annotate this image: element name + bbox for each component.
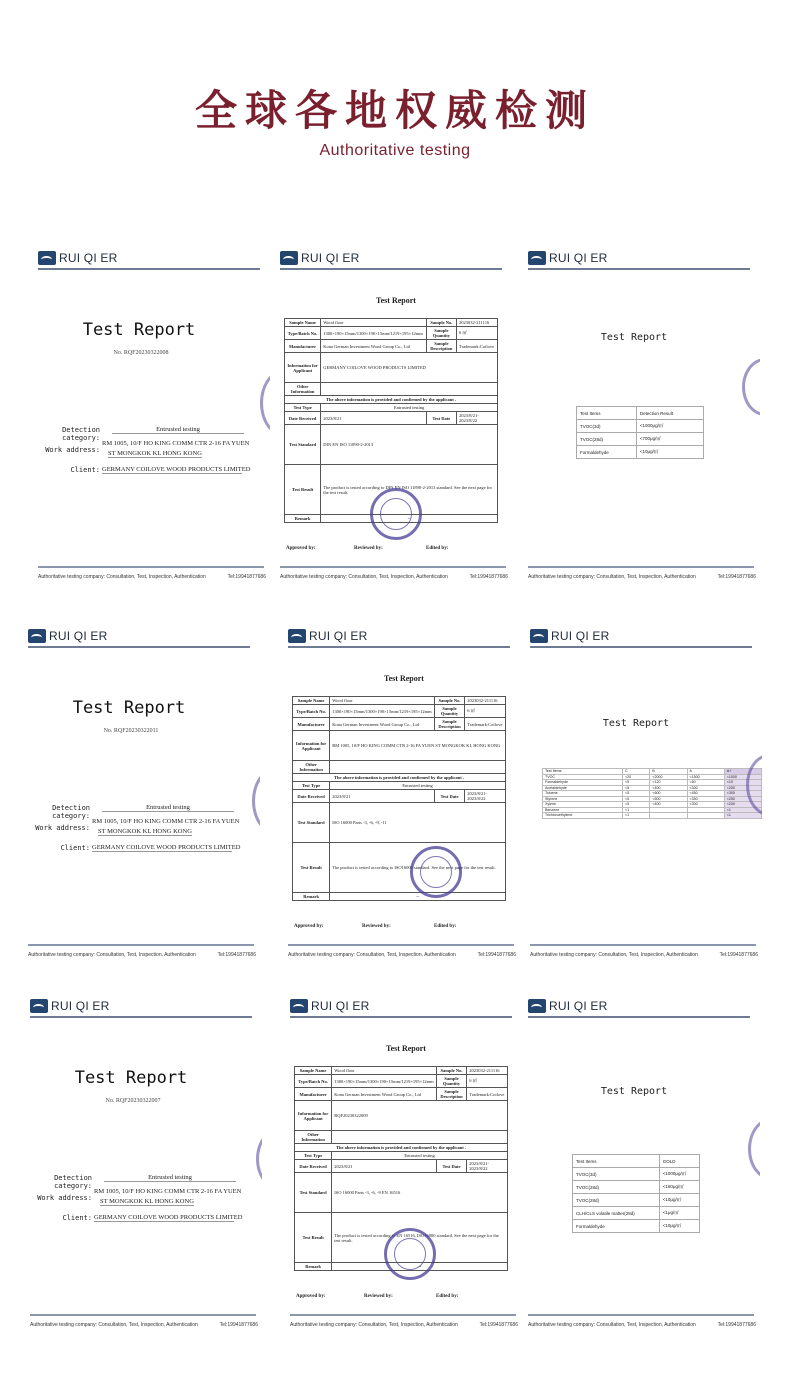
client-label: Client: [70,466,100,474]
address-label: Work address: [37,1194,92,1202]
brand-name: RUI QI ER [549,999,608,1013]
cell-value: Wood floor [332,1067,436,1075]
cell-value: 2023/8/21 [330,790,434,803]
report-title: Test Report [384,674,424,683]
client-value: GERMANY COILOVE WOOD PRODUCTS LIMITED [92,844,241,851]
results-title: Test Report [600,1086,668,1097]
table-cell: <500 [650,796,687,802]
report-detail-2 [288,618,520,970]
table-cell: <1 [622,807,649,813]
table-cell: <250 [724,796,761,802]
cell-value: Entrusted testing [330,782,506,790]
cell-label: Other Information [285,383,321,396]
cell-value: RM 1005, 10/F HO KING COMM CTR 2-16 FA YUEN ST MONGKOK KL HONG KONG [330,731,506,761]
table-cell: TVOC(28d) [573,1194,660,1207]
cell-label: Sample No. [434,697,465,705]
page-subtitle-en: Authoritative testing [319,142,471,159]
notice-text: The above information is provided and confirmed by the applicant . [295,1144,508,1152]
cell-label: Test Result [295,1213,332,1263]
cell-value: 6 ㎡ [456,327,497,340]
cell-label: Sample No. [426,319,456,327]
table-cell: <200 [724,785,761,791]
footer-tel: Tel:19941877686 [469,574,508,580]
cell-value: The product is tested according to DIN EN ISO 11890-2-2013 standard. See the next page for the test result. [321,465,498,515]
header-cell: A [687,769,724,775]
header-cell: B [650,769,687,775]
header-cell: C [622,769,649,775]
footer-text: Authoritative testing company: Consultation, Test, Inspection, Authentication [530,952,698,958]
table-cell: <400 [650,802,687,808]
cell-value: -- [330,893,506,901]
header-cell: Detection Result [636,407,703,420]
results-title: Test Report [600,332,668,343]
watermark-seal [256,1128,262,1190]
table-cell: <5 [622,785,649,791]
category-label: Detection category: [54,1174,92,1190]
category-label: Detection category: [62,426,100,442]
cell-label: Test Standard [295,1173,332,1213]
report-number: No. RQF20230322011 [103,728,159,734]
address-label: Work address: [35,824,90,832]
cell-label: Type/Batch No. [285,327,321,340]
stamp-seal-icon [384,1228,436,1280]
table-cell: <120 [650,780,687,786]
cell-value: ISO 16000 Parts -3, -6, -9, -11 [330,803,506,843]
reviewed-label: Reviewed by: [362,924,391,929]
cell-value: -- [332,1263,508,1271]
table-cell [650,813,687,819]
table-cell: Styrene [543,796,623,802]
table-cell: CLH/CLS volatile matter(28d) [573,1207,660,1220]
cell-value: Trademark:Coilove [456,340,497,353]
address-line-2: ST MONGKOK KL HONG KONG [98,828,192,835]
table-cell: TVOC(3d) [573,1168,660,1181]
cell-label: Test Date [434,790,465,803]
table-cell: <1000μg/㎡ [636,420,703,433]
stamp-seal-icon [370,488,422,540]
cell-value: RQF20230322009 [332,1101,508,1131]
table-cell: TVOC(3d) [577,420,637,433]
cell-value: Trademark:Coilove [465,718,506,731]
footer-tel: Tel:19941877686 [717,1322,756,1328]
client-value: GERMANY COILOVE WOOD PRODUCTS LIMITED [94,1214,243,1221]
report-cover-2 [28,618,260,970]
brand-name: RUI QI ER [549,251,608,265]
approved-label: Approved by: [294,924,324,929]
address-line-1: RM 1005, 10/F HO KING COMM CTR 2-16 FA YUEN [102,440,250,447]
page-title-cn: 全球各地权威检测 [194,86,595,135]
cell-value: GERMANY COILOVE WOOD PRODUCTS LIMITED [321,353,498,383]
client-label: Client: [62,1214,92,1222]
report-number: No. RQF20230322007 [105,1098,161,1104]
address-line-1: RM 1005, 10/F HO KING COMM CTR 2-16 FA YUEN [92,818,240,825]
cell-label: Test Type [285,404,321,412]
cell-value: ISO 16000 Parts -3, -6, -9 EN 16516 [332,1173,508,1213]
cell-value: 1300×190×15mm/1300×190×15mm/1219×195×12mm [330,705,434,718]
cell-value: 2023032-211116 [467,1067,508,1075]
brand-logo-icon [28,629,46,643]
cell-value: DIN EN ISO 11890-2-2013 [321,425,498,465]
table-cell: <10μg/㎡ [659,1220,699,1233]
cell-value: Trademark:Coilove [467,1088,508,1101]
table-cell: <1000 [724,774,761,780]
cell-value: Wood floor [330,697,434,705]
brand-logo-icon [530,629,548,643]
footer-tel: Tel:19941877686 [477,952,516,958]
cell-value: 1300×190×15mm/1300×190×15mm/1219×195×12mm [321,327,426,340]
cell-value: 2023032-211116 [465,697,506,705]
cell-label: Information for Applicant [295,1101,332,1131]
cell-label: Test Type [295,1152,332,1160]
cell-label: Sample Description [436,1088,467,1101]
watermark-seal [748,1118,760,1180]
table-cell: Benzene [543,807,623,813]
brand-name: RUI QI ER [309,629,368,643]
results-grid [542,768,762,819]
cell-value: 2023032-211116 [456,319,497,327]
report-results-2 [530,618,762,970]
cell-value: The product is tested according to EN 16516, ISO16000 standard. See the next page for the test result. [332,1213,508,1263]
table-cell: Toluene [543,791,623,797]
table-cell: <5 [622,780,649,786]
cell-label: Other Information [293,761,330,774]
table-cell: <700μg/㎡ [636,433,703,446]
header-cell: GOLD [659,1155,699,1168]
report-detail-1 [280,240,512,592]
table-cell: <5 [622,802,649,808]
cell-value: Kona German Investment Wood Group Co., Ltd [332,1088,436,1101]
footer-tel: Tel:19941877686 [717,574,756,580]
category-value: Entrusted testing [102,804,234,812]
brand-logo-icon [280,251,298,265]
table-cell [687,813,724,819]
cell-value: Kona German Investment Wood Group Co., Ltd [330,718,434,731]
cell-label: Test Type [293,782,330,790]
client-label: Client: [60,844,90,852]
cell-value: -- [321,515,498,523]
table-cell: <5 [622,791,649,797]
results-table [572,1154,700,1233]
brand-logo-icon [288,629,306,643]
brand-name: RUI QI ER [49,629,108,643]
table-cell: <600 [650,791,687,797]
cell-label: Information for Applicant [293,731,330,761]
category-value: Entrusted testing [104,1174,236,1182]
cell-label: Manufacturer [293,718,330,731]
table-cell: <2000 [650,774,687,780]
cell-label: Sample Quantity [436,1075,467,1088]
report-number: No. RQF20230322008 [113,350,169,356]
cell-label: Date Received [285,412,321,425]
cell-label: Date Received [293,790,330,803]
table-cell: Formaldehyde [577,446,637,459]
table-cell: Trichloroethylene [543,813,623,819]
cell-label: Test Date [426,412,456,425]
footer-text: Authoritative testing company: Consultation, Test, Inspection, Authentication [38,574,206,580]
table-cell: <10μg/㎡ [659,1194,699,1207]
approved-label: Approved by: [286,546,316,551]
footer-text: Authoritative testing company: Consultation, Test, Inspection, Authentication [288,952,456,958]
cell-value: The product is tested according to ISO16000 standard. See the next page for the test result. [330,843,506,893]
edited-label: Edited by: [436,1294,459,1299]
table-cell: <1 [724,813,761,819]
cell-label: Test Standard [293,803,330,843]
brand-name: RUI QI ER [301,251,360,265]
cell-label: Manufacturer [295,1088,332,1101]
cell-label: Test Date [436,1160,467,1173]
cell-label: Sample Name [293,697,330,705]
cell-label: Date Received [295,1160,332,1173]
brand-name: RUI QI ER [311,999,370,1013]
cell-value: Entrusted testing [321,404,498,412]
brand-logo-icon [30,999,48,1013]
table-cell: TVOC [543,774,623,780]
table-cell: <1 [724,807,761,813]
notice-text: The above information is provided and confirmed by the applicant . [285,396,498,404]
results-title: Test Report [602,718,670,729]
report-cover-1 [38,240,270,592]
report-detail-3 [290,988,522,1340]
report-cover-3 [30,988,262,1340]
header-cell: A+ [724,769,761,775]
cell-label: Sample Quantity [434,705,465,718]
brand-logo-icon [290,999,308,1013]
cell-value: 1300×190×15mm/1300×190×15mm/1219×195×12mm [332,1075,436,1088]
table-cell: <10 [724,780,761,786]
brand-name: RUI QI ER [59,251,118,265]
report-results-3 [528,988,760,1340]
cell-label: Information for Applicant [285,353,321,383]
cell-label: Sample Description [426,340,456,353]
edited-label: Edited by: [434,924,457,929]
cell-label: Other Information [295,1131,332,1144]
table-cell: Formaldehyde [573,1220,660,1233]
footer-tel: Tel:19941877686 [719,952,758,958]
footer-text: Authoritative testing company: Consultation, Test, Inspection, Authentication [528,1322,696,1328]
cell-label: Sample Name [295,1067,332,1075]
address-line-2: ST MONGKOK KL HONG KONG [108,450,202,457]
brand-logo-icon [528,251,546,265]
watermark-seal [252,768,260,834]
results-table [576,406,704,459]
reviewed-label: Reviewed by: [354,546,383,551]
category-label: Detection category: [52,804,90,820]
cell-label: Remark [293,893,330,901]
cell-value: 6 ㎡ [465,705,506,718]
footer-text: Authoritative testing company: Consultation, Test, Inspection, Authentication [30,1322,198,1328]
cell-label: Test Result [293,843,330,893]
cell-label: Manufacturer [285,340,321,353]
cell-value: 2023/8/21 [332,1160,436,1173]
address-line-2: ST MONGKOK KL HONG KONG [100,1198,194,1205]
table-cell: TVOC(28d) [573,1181,660,1194]
report-title: Test Report [386,1044,426,1053]
table-cell: <300 [687,785,724,791]
cell-label: Test Standard [285,425,321,465]
table-cell: <300 [687,802,724,808]
cell-value: Kona German Investment Wood Group Co., Ltd [321,340,426,353]
footer-tel: Tel:19941877686 [217,952,256,958]
edited-label: Edited by: [426,546,449,551]
client-value: GERMANY COILOVE WOOD PRODUCTS LIMITED [102,466,251,473]
report-table [292,696,506,901]
stamp-seal-icon [410,846,462,898]
table-cell: Formaldehyde [543,780,623,786]
table-cell: <400 [650,785,687,791]
cell-label: Type/Batch No. [293,705,330,718]
brand-name: RUI QI ER [551,629,610,643]
table-cell: <1500 [687,774,724,780]
cell-label: Test Result [285,465,321,515]
cell-value: Wood floor [321,319,426,327]
report-title: Test Report [376,296,416,305]
table-cell: <5 [622,796,649,802]
cell-value: 6 ㎡ [467,1075,508,1088]
table-cell: <20 [622,774,649,780]
table-cell: Xylene [543,802,623,808]
header-cell: Test Items [573,1155,660,1168]
table-cell: Acetaldehyde [543,785,623,791]
table-cell: <1 [622,813,649,819]
reviewed-label: Reviewed by: [364,1294,393,1299]
approved-label: Approved by: [296,1294,326,1299]
cell-label: Remark [295,1263,332,1271]
cell-value: 2023/8/21-2023/8/22 [467,1160,508,1173]
cover-title: Test Report [82,320,196,340]
cell-value: 2023/8/21-2023/8/22 [456,412,497,425]
footer-tel: Tel:19941877686 [479,1322,518,1328]
table-cell: <450 [687,791,724,797]
footer-text: Authoritative testing company: Consultation, Test, Inspection, Authentication [28,952,196,958]
table-cell: <300 [724,791,761,797]
cell-label: Sample No. [436,1067,467,1075]
table-cell: <1000μg/㎡ [659,1168,699,1181]
cover-title: Test Report [74,1068,188,1088]
watermark-seal [260,370,270,436]
footer-text: Authoritative testing company: Consultation, Test, Inspection, Authentication [280,574,448,580]
header-cell: Test Items [543,769,623,775]
brand-logo-icon [528,999,546,1013]
footer-tel: Tel:19941877686 [219,1322,258,1328]
category-value: Entrusted testing [112,426,244,434]
table-cell: <10μg/㎡ [636,446,703,459]
brand-logo-icon [38,251,56,265]
address-line-1: RM 1005, 10/F HO KING COMM CTR 2-16 FA YUEN [94,1188,242,1195]
header-cell: Test Items [577,407,637,420]
address-label: Work address: [45,446,100,454]
cell-label: Remark [285,515,321,523]
table-cell: <160μg/㎡ [659,1181,699,1194]
cell-label: Sample Description [434,718,465,731]
footer-text: Authoritative testing company: Consultation, Test, Inspection, Authentication [528,574,696,580]
footer-tel: Tel:19941877686 [227,574,266,580]
cover-title: Test Report [72,698,186,718]
brand-name: RUI QI ER [51,999,110,1013]
cell-value: 2023/8/21 [321,412,426,425]
table-cell: <1μg/㎡ [659,1207,699,1220]
cell-label: Sample Name [285,319,321,327]
cell-value: 2023/8/21-2023/8/22 [465,790,506,803]
table-cell: <350 [687,796,724,802]
cell-label: Sample Quantity [426,327,456,340]
cell-label: Type/Batch No. [295,1075,332,1088]
report-results-1 [528,240,760,592]
footer-text: Authoritative testing company: Consultation, Test, Inspection, Authentication [290,1322,458,1328]
table-cell: <60 [687,780,724,786]
cell-value: Entrusted testing [332,1152,508,1160]
table-cell: TVOC(28d) [577,433,637,446]
notice-text: The above information is provided and confirmed by the applicant . [293,774,506,782]
watermark-seal [742,358,760,416]
table-cell: <200 [724,802,761,808]
